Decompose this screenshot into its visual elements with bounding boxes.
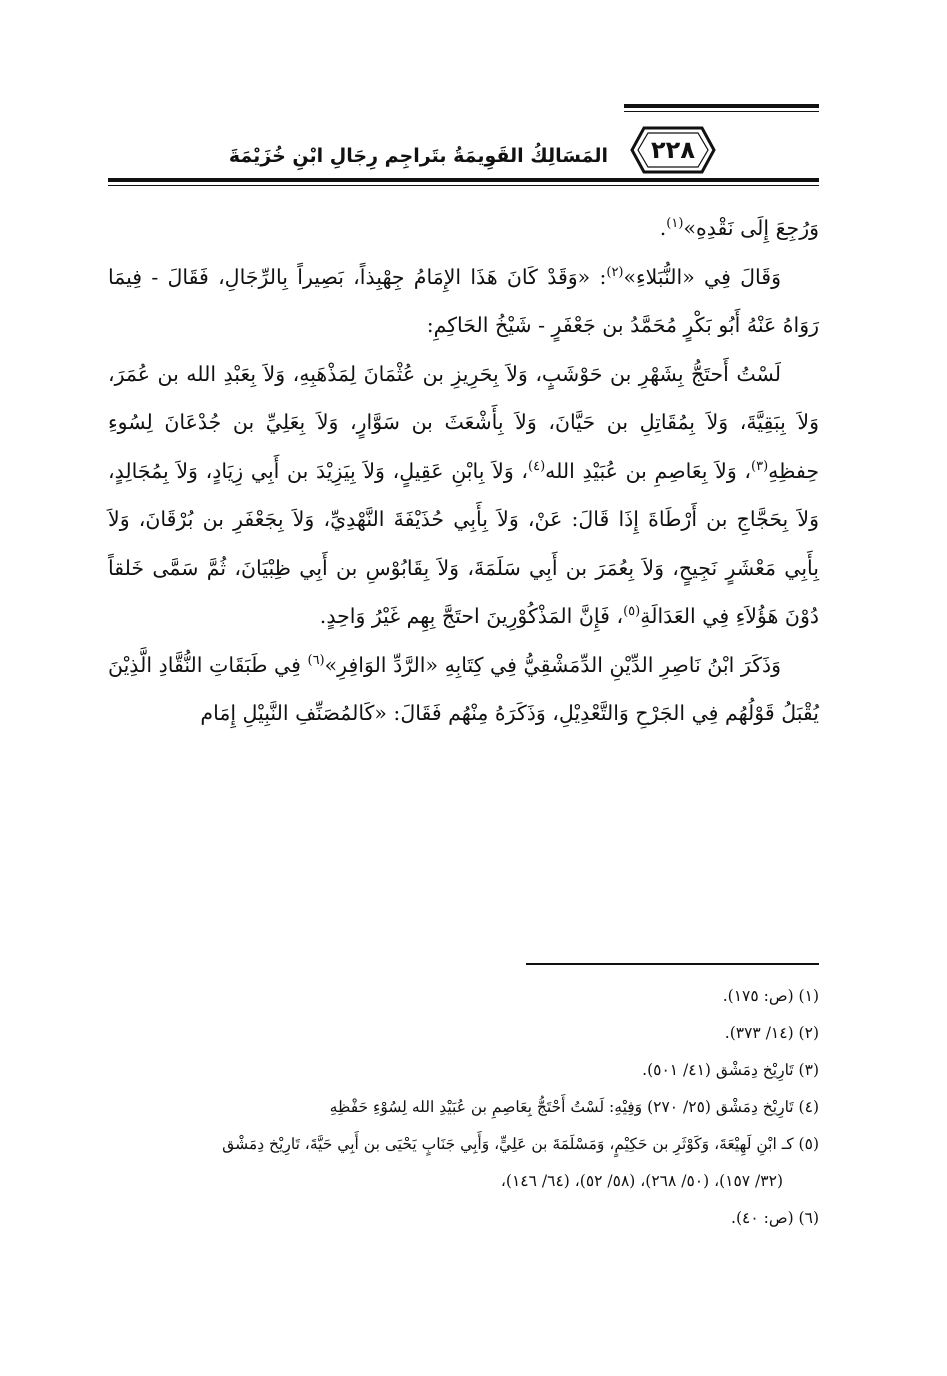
- header-rule: [108, 178, 819, 182]
- footnote-ref-1: (١): [666, 216, 684, 232]
- paragraph-2-text-b: : «وَقَدْ كَانَ هَذَا الإِمَامُ جِهْبِذاً، بَصِيراً بِالرِّجَالِ، فَقَالَ - فِيمَا رَوَاهُ عَنْهُ أَبُو بَكْرٍ مُحَمَّدُ بن جَعْفَرٍ - شَيْخُ الحَاكِمِ:: [108, 264, 819, 337]
- footnotes: [108, 978, 819, 1237]
- paragraph-4-text-a: وَذَكَرَ ابْنُ نَاصِرِ الدِّيْنِ الدِّمَشْقِيُّ فِي كِتَابِهِ «الرَّدِّ الوَافِرِ»: [324, 652, 781, 677]
- paragraph-2-text-a: وَقَالَ فِي «النُّبَلاءِ»: [623, 264, 781, 289]
- footnote-5-continuation: (٣٢/ ١٥٧)، (٥٠/ ٢٦٨)، (٥٨/ ٥٢)، (٦٤/ ١٤٦)،: [500, 1172, 783, 1190]
- footnote-ref-2: (٢): [606, 264, 624, 280]
- header-rule-thin: [108, 185, 819, 186]
- paragraph-4-text-b: فِي طَبَقَاتِ النُّقَّادِ الَّذِيْنَ يُقْبَلُ قَوْلُهُم فِي الجَرْحِ وَالتَّعْدِيْلِ، وَذَكَرَهُ مِنْهُم فَقَالَ: «كَالمُصَنِّفِ النَّبِيْلِ إِمَام: [108, 652, 819, 725]
- footnote-ref-4: (٤): [528, 458, 546, 474]
- footnote-1: (١) (ص: ١٧٥).: [722, 987, 819, 1005]
- paragraph-4: [108, 641, 819, 738]
- main-text: [108, 204, 819, 738]
- footnote-6: (٦) (ص: ٤٠).: [731, 1209, 819, 1227]
- page-number-badge: [630, 126, 716, 174]
- paragraph-1-text: وَرُجِعَ إِلَى نَقْدِهِ»: [683, 216, 819, 240]
- footnote-separator: [526, 963, 819, 965]
- footnote-ref-6: (٦): [307, 652, 325, 668]
- paragraph-3-text-c: ، وَلاَ بِابْنِ عَقِيلٍ، وَلاَ بِيَزِيْدَ بن أَبِي زِيَادٍ، وَلاَ بِمُجَالِدٍ، وَلاَ بِحَجَّاجِ بن أَرْطَاةَ إِذَا قَالَ: عَنْ، وَلاَ بِأَبِي حُذَيْفَةَ النَّهْدِيِّ، وَلاَ بِجَعْفَرِ بن بُرْقَانَ، وَلاَ بِأَبِي مَعْشَرٍ نَجِيحٍ، وَلاَ بِعُمَرَ بن أَبِي سَلَمَةَ، وَلاَ بِقَابُوْسِ بن أَبِي ظِبْيَانَ، ثُمَّ سَمَّى خَلقاً دُوْنَ هَؤُلاَءِ فِي العَدَالَةِ: [108, 458, 819, 628]
- footnote-3: (٣) تَارِيْخ دِمَشْق (٤١/ ٥٠١).: [642, 1061, 819, 1079]
- paragraph-1-end: .: [659, 216, 667, 240]
- paragraph-3-text-d: ، فَإِنَّ المَذْكُوْرِينَ احتَجَّ بِهِم غَيْرُ وَاحِدٍ.: [319, 604, 624, 628]
- footnote-ref-3: (٣): [751, 458, 769, 474]
- footnote-2: (٢) (١٤/ ٣٧٣).: [724, 1024, 819, 1042]
- footnote-ref-5: (٥): [623, 604, 641, 620]
- paragraph-3-text-a: لَسْتُ أَحتَجُّ بِشَهْرِ بن حَوْشَبٍ، وَلاَ بِحَرِيزِ بن عُثْمَانَ لِمَذْهَبِهِ، وَلاَ بِعَبْدِ الله بن عُمَرَ، وَلاَ بِبَقِيَّةَ، وَلاَ بِمُقَاتِلِ بن حَيَّانَ، وَلاَ بِأَشْعَثَ بن سَوَّارٍ، وَلاَ بِعَلِيِّ بن جُدْعَانَ لِسُوءِ حِفظِهِ: [108, 361, 820, 483]
- footnote-4: (٤) تَارِيْخ دِمَشْق (٢٥/ ٢٧٠) وَفِيْهِ: لَسْتُ أَحْتَجُّ بِعَاصِمِ بن عُبَيْدِ الله لِسُوْءِ حَفْظِهِ: [329, 1098, 819, 1116]
- paragraph-2: [108, 253, 819, 350]
- header-rule-top-thin: [624, 111, 819, 112]
- page-number: ٢٢٨: [651, 136, 695, 164]
- paragraph-3-quote: [108, 350, 819, 641]
- paragraph-1: [108, 204, 819, 253]
- header-rule-top: [624, 104, 819, 108]
- paragraph-3-text-b: ، وَلاَ بِعَاصِمِ بن عُبَيْدِ الله: [545, 458, 752, 483]
- running-title: المَسَالِكُ القَوِيمَةُ بتَراجِم رِجَالِ ابْنِ خُزَيْمَةَ: [228, 145, 608, 167]
- footnote-5: (٥) كـ ابْنِ لَهِيْعَةَ، وَكَوْثَرِ بن حَكِيْمٍ، وَمَسْلَمَةَ بن عَلِيٍّ، وَأَبِي جَنَابٍ يَحْيَى بن أَبِي حَيَّةَ، تَارِيْخ دِمَشْق: [222, 1135, 819, 1153]
